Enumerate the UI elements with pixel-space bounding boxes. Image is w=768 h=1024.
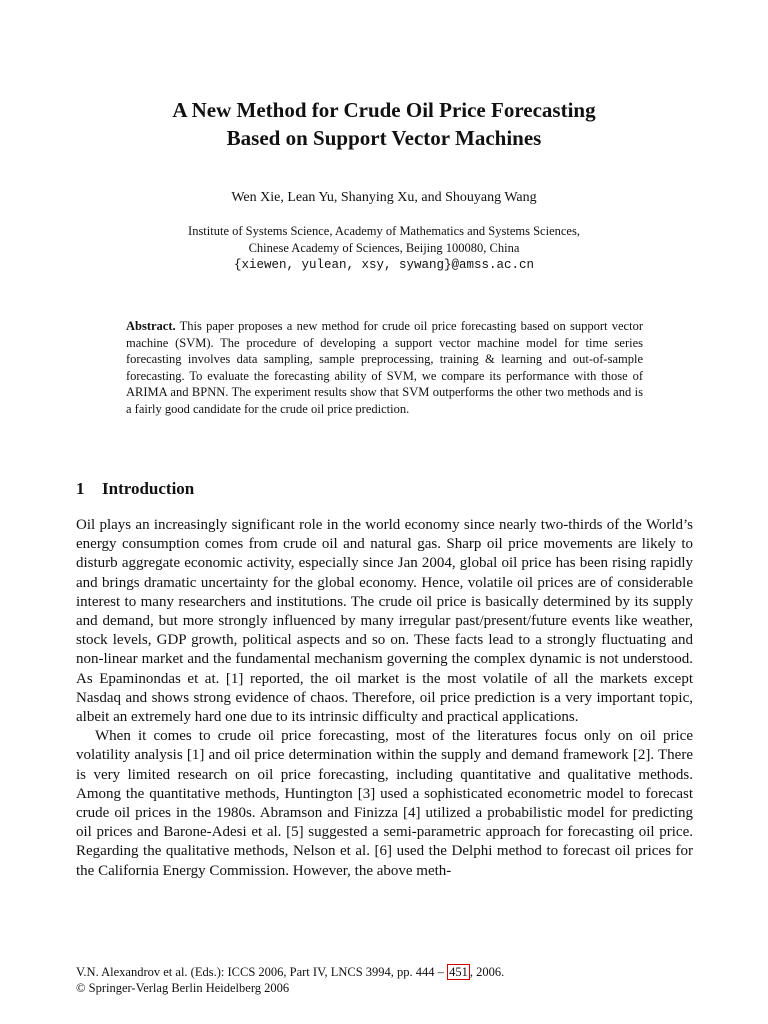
page-link[interactable]: 451: [449, 965, 468, 979]
affiliation-line-2: Chinese Academy of Sciences, Beijing 100080, China: [248, 241, 520, 255]
abstract-label: Abstract.: [126, 319, 176, 333]
section-title: Introduction: [102, 479, 195, 498]
title-line-2: Based on Support Vector Machines: [226, 126, 542, 150]
footer-citation-end: , 2006.: [469, 965, 505, 979]
body-text: [76, 516, 693, 881]
abstract-text: This paper proposes a new method for crude oil price forecasting based on support vector machine (SVM). The procedure of developing a support vector machine model for time series forecasting involves data sampling, sample preprocessing, training & learning and out-of-sample forecasting. To evaluate the forecasting ability of SVM, we compare its performance with those of ARIMA and BPNN. The experiment results show that SVM outperforms the other two methods and is a fairly good candidate for the crude oil price prediction.: [126, 319, 643, 416]
footer-copyright: © Springer-Verlag Berlin Heidelberg 2006: [76, 981, 290, 995]
paragraph-1: Oil plays an increasingly significant role in the world economy since nearly two-thirds of the World’s energy consumption comes from crude oil and natural gas. Sharp oil price movements are likely to disturb aggregate economic activity, especially since Jan 2004, global oil price has been rising rapidly and brings dramatic uncertainty for the global economy. Hence, volatile oil prices are of considerable interest to many researchers and institutions. The crude oil price is basically determined by its supply and demand, but more strongly influenced by many irregular past/present/future events like weather, stock levels, GDP growth, political aspects and so on. These facts lead to a strongly fluctuating and non-linear market and the fundamental mechanism governing the complex dynamic is not understood. As Epaminondas et at. [1] reported, the oil market is the most volatile of all the markets except Nasdaq and shows strong evidence of chaos. Therefore, oil price prediction is a very important topic, albeit an extremely hard one due to its intrinsic difficulty and practical applications.: [76, 517, 693, 726]
title-line-1: A New Method for Crude Oil Price Forecasting: [172, 98, 596, 122]
section-number: 1: [76, 479, 85, 498]
section-heading: [76, 478, 194, 500]
author-emails: {xiewen, yulean, xsy, sywang}@amss.ac.cn: [233, 258, 535, 272]
page-footer: [76, 964, 504, 996]
affiliation-line-1: Institute of Systems Science, Academy of Mathematics and Systems Sciences,: [188, 224, 580, 238]
affiliation: [0, 223, 768, 274]
author-list: Wen Xie, Lean Yu, Shanying Xu, and Shouyang Wang: [231, 190, 537, 205]
paragraph-2: When it comes to crude oil price forecasting, most of the literatures focus only on oil price volatility analysis [1] and oil price determination within the supply and demand framework [2]. There is very limited research on oil price forecasting, including quantitative and qualitative methods. Among the quantitative methods, Huntington [3] used a sophisticated econometric model to forecast crude oil prices in the 1980s. Abramson and Finizza [4] utilized a probabilistic model for predicting oil prices and Barone-Adesi et al. [5] suggested a semi-parametric approach for forecasting oil price. Regarding the qualitative methods, Nelson et al. [6] used the Delphi method to forecast oil prices for the California Energy Commission. However, the above meth-: [76, 728, 693, 879]
abstract: [126, 318, 643, 417]
footer-citation-text: V.N. Alexandrov et al. (Eds.): ICCS 2006, Part IV, LNCS 3994, pp. 444 –: [76, 965, 448, 979]
footer-citation: [76, 964, 504, 980]
paper-title: [0, 96, 768, 152]
